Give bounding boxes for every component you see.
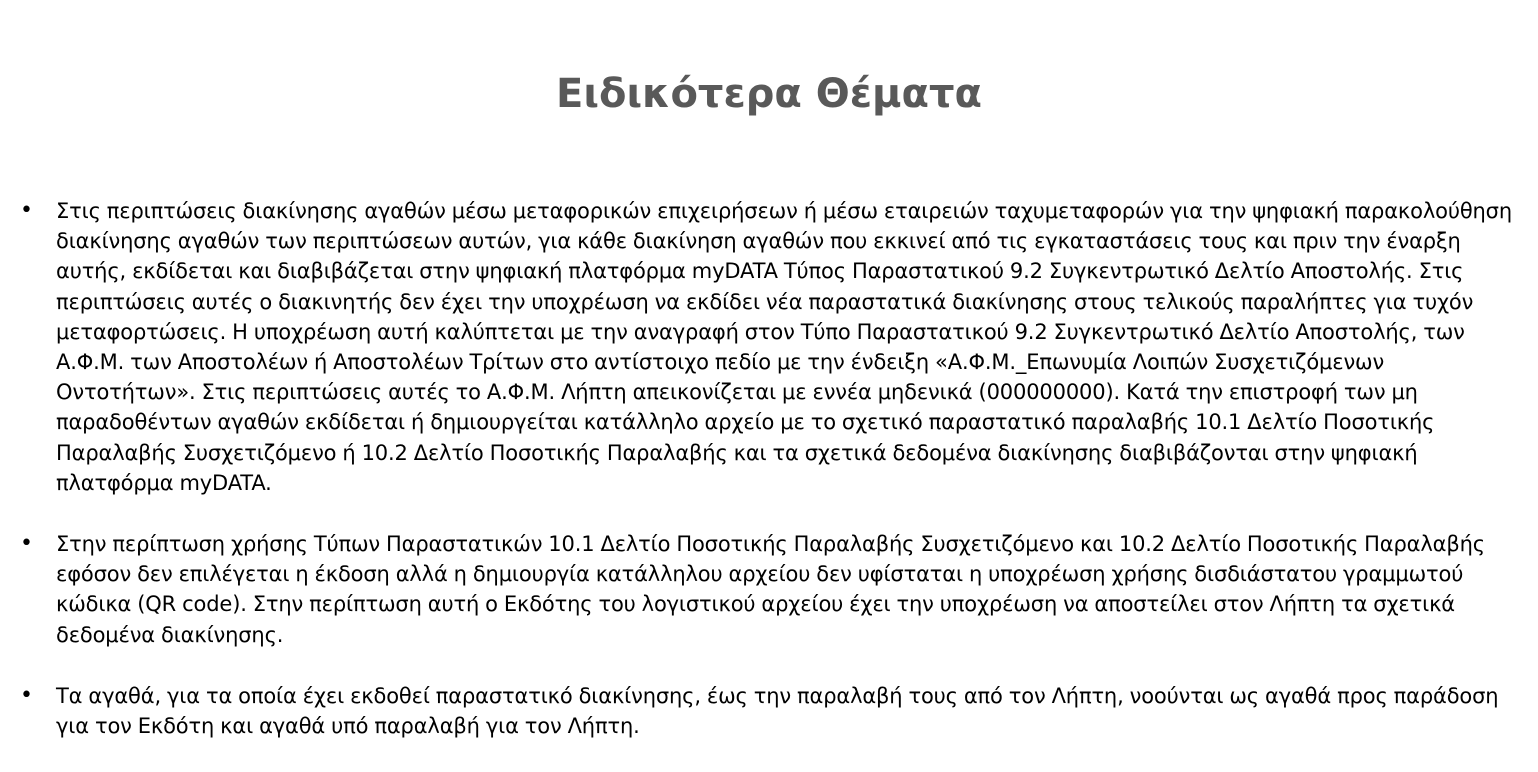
page-title: Ειδικότερα Θέματα [556, 71, 982, 117]
list-item-text: Στην περίπτωση χρήσης Τύπων Παραστατικών 10.1 Δελτίο Ποσοτικής Παραλαβής Συσχετιζόμενο και 10.2 Δελτίο Ποσοτικής Παραλαβής εφόσον δεν επιλέγεται η έκδοση αλλά η δημιουργία κατάλληλου αρχείου δεν υφίσταται η υποχρέωση χρήσης δισδιάστατου γραμμωτού κώδικα (QR code). Στην περίπτωση αυτή ο Εκδότης του λογιστικού αρχείου έχει την υποχρέωση να αποστείλει στον Λήπτη τα σχετικά δεδομένα διακίνησης. [56, 532, 1485, 647]
bullet-icon: • [20, 198, 33, 223]
bullet-list [0, 196, 1538, 772]
list-item [0, 529, 1538, 650]
bullet-icon: • [20, 531, 33, 557]
list-item-text: Τα αγαθά, για τα οποία έχει εκδοθεί παραστατικό διακίνησης, έως την παραλαβή τους από τον Λήπτη, νοούνται ως αγαθά προς παράδοση για τον Εκδότη και αγαθά υπό παραλαβή για τον Λήπτη. [56, 683, 1499, 739]
list-item [0, 196, 1538, 498]
list-item-text: Στις περιπτώσεις διακίνησης αγαθών μέσω μεταφορικών επιχειρήσεων ή μέσω εταιρειών ταχυμεταφορών για την ψηφιακή παρακολούθηση διακίνησης αγαθών των περιπτώσεων αυτών, για κάθε διακίνηση αγαθών που εκκινεί από τις εγκαταστάσεις τους και πριν την έναρξη αυτής, εκδίδεται και διαβιβάζεται στην ψηφιακή πλατφόρμα myDATA Τύπος Παραστατικού 9.2 Συγκεντρωτικό Δελτίο Αποστολής. Στις περιπτώσεις αυτές ο διακινητής δεν έχει την υποχρέωση να εκδίδει νέα παραστατικά διακίνησης στους τελικούς παραλήπτες για τυχόν μεταφορτώσεις. Η υποχρέωση αυτή καλύπτεται με την αναγραφή στον Τύπο Παραστατικού 9.2 Συγκεντρωτικό Δελτίο Αποστολής, των Α.Φ.Μ. των Αποστολέων ή Αποστολέων Τρίτων στο αντίστοιχο πεδίο με την ένδειξη «Α.Φ.Μ._Επωνυμία Λοιπών Συσχετιζόμενων Οντοτήτων». Στις περιπτώσεις αυτές το Α.Φ.Μ. Λήπτη απεικονίζεται με εννέα μηδενικά (000000000). Κατά την επιστροφή των μη παραδοθέντων αγαθών εκδίδεται ή δημιουργείται κατάλληλο αρχείο με το σχετικό παραστατικό παραλαβής 10.1 Δελτίο Ποσοτικής Παραλαβής Συσχετιζόμενο ή 10.2 Δελτίο Ποσοτικής Παραλαβής και τα σχετικά δεδομένα διακίνησης διαβιβάζονται στην ψηφιακή πλατφόρμα myDATA. [56, 199, 1512, 495]
list-item [0, 681, 1538, 741]
bullet-icon: • [20, 682, 33, 708]
